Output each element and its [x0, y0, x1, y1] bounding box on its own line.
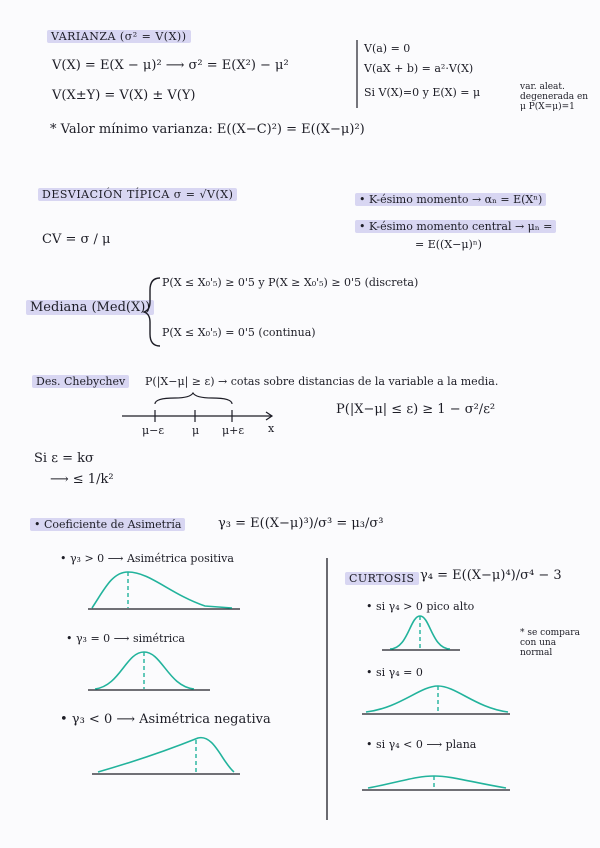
- kurt-flat-curve: [368, 776, 506, 788]
- axis-label-x: x: [268, 422, 275, 435]
- momento-central-formula: = E((X−μ)ⁿ): [415, 238, 482, 251]
- chebychev-ineq: P(|X−μ| ≤ ε) ≥ 1 − σ²/ε²: [336, 402, 496, 417]
- varianza-prop3-note: var. aleat. degenerada en μ P(X=μ)=1: [520, 82, 589, 112]
- varianza-prop3: Si V(X)=0 y E(X) = μ: [364, 86, 481, 99]
- kurt-zero-curve: [366, 686, 508, 712]
- desviacion-header: DESVIACIÓN TÍPICA σ = √V(X): [38, 188, 237, 201]
- axis-label-left: μ−ε: [142, 424, 165, 437]
- varianza-def1: V(X) = E(X − μ)² ⟶ σ² = E(X²) − μ²: [52, 58, 289, 73]
- momento-central-label: • K-ésimo momento central → μₙ =: [355, 220, 556, 233]
- momento-label: • K-ésimo momento → αₙ = E(Xⁿ): [355, 193, 546, 206]
- chebychev-result: ⟶ ≤ 1/k²: [50, 472, 114, 487]
- varianza-prop1: V(a) = 0: [364, 42, 411, 55]
- cv-formula: CV = σ / μ: [42, 232, 111, 247]
- curtosis-formula: γ₄ = E((X−μ)⁴)/σ⁴ − 3: [420, 568, 562, 583]
- curtosis-plana: • si γ₄ < 0 ⟶ plana: [366, 738, 477, 751]
- chebychev-text: P(|X−μ| ≥ ε) → cotas sobre distancias de la variable a la media.: [145, 375, 499, 388]
- mediana-label: Mediana (Med(X)): [26, 300, 154, 315]
- curtosis-label: CURTOSIS: [345, 572, 419, 585]
- axis-label-right: μ+ε: [222, 424, 245, 437]
- curtosis-alto: • si γ₄ > 0 pico alto: [366, 600, 475, 613]
- asimetria-pos: • γ₃ > 0 ⟶ Asimétrica positiva: [60, 552, 234, 565]
- asimetria-neg: • γ₃ < 0 ⟶ Asimétrica negativa: [60, 712, 271, 727]
- chebychev-label: Des. Chebychev: [32, 375, 129, 388]
- varianza-def2: V(X±Y) = V(X) ± V(Y): [52, 88, 196, 103]
- curtosis-cero: • si γ₄ = 0: [366, 666, 423, 679]
- axis-label-mid: μ: [192, 424, 200, 437]
- mediana-brace: [144, 278, 160, 346]
- varianza-prop2: V(aX + b) = a²·V(X): [364, 62, 474, 75]
- chebychev-brace: [155, 393, 232, 404]
- asym-neg-curve: [98, 738, 234, 772]
- mediana-discreta: P(X ≤ X₀'₅) ≥ 0'5 y P(X ≥ X₀'₅) ≥ 0'5 (discreta): [162, 276, 419, 289]
- chebychev-si: Si ε = kσ: [34, 451, 94, 466]
- varianza-header: VARIANZA (σ² = V(X)): [47, 30, 191, 43]
- asimetria-sim: • γ₃ = 0 ⟶ simétrica: [66, 632, 185, 645]
- asym-pos-curve: [92, 572, 232, 608]
- curtosis-note: * se compara con una normal: [520, 628, 580, 658]
- asimetria-label: • Coeficiente de Asimetría: [30, 518, 185, 531]
- asimetria-formula: γ₃ = E((X−μ)³)/σ³ = μ₃/σ³: [218, 516, 384, 531]
- varianza-minimo: * Valor mínimo varianza: E((X−C)²) = E((X−μ)²): [50, 122, 365, 137]
- mediana-continua: P(X ≤ X₀'₅) = 0'5 (continua): [162, 326, 316, 339]
